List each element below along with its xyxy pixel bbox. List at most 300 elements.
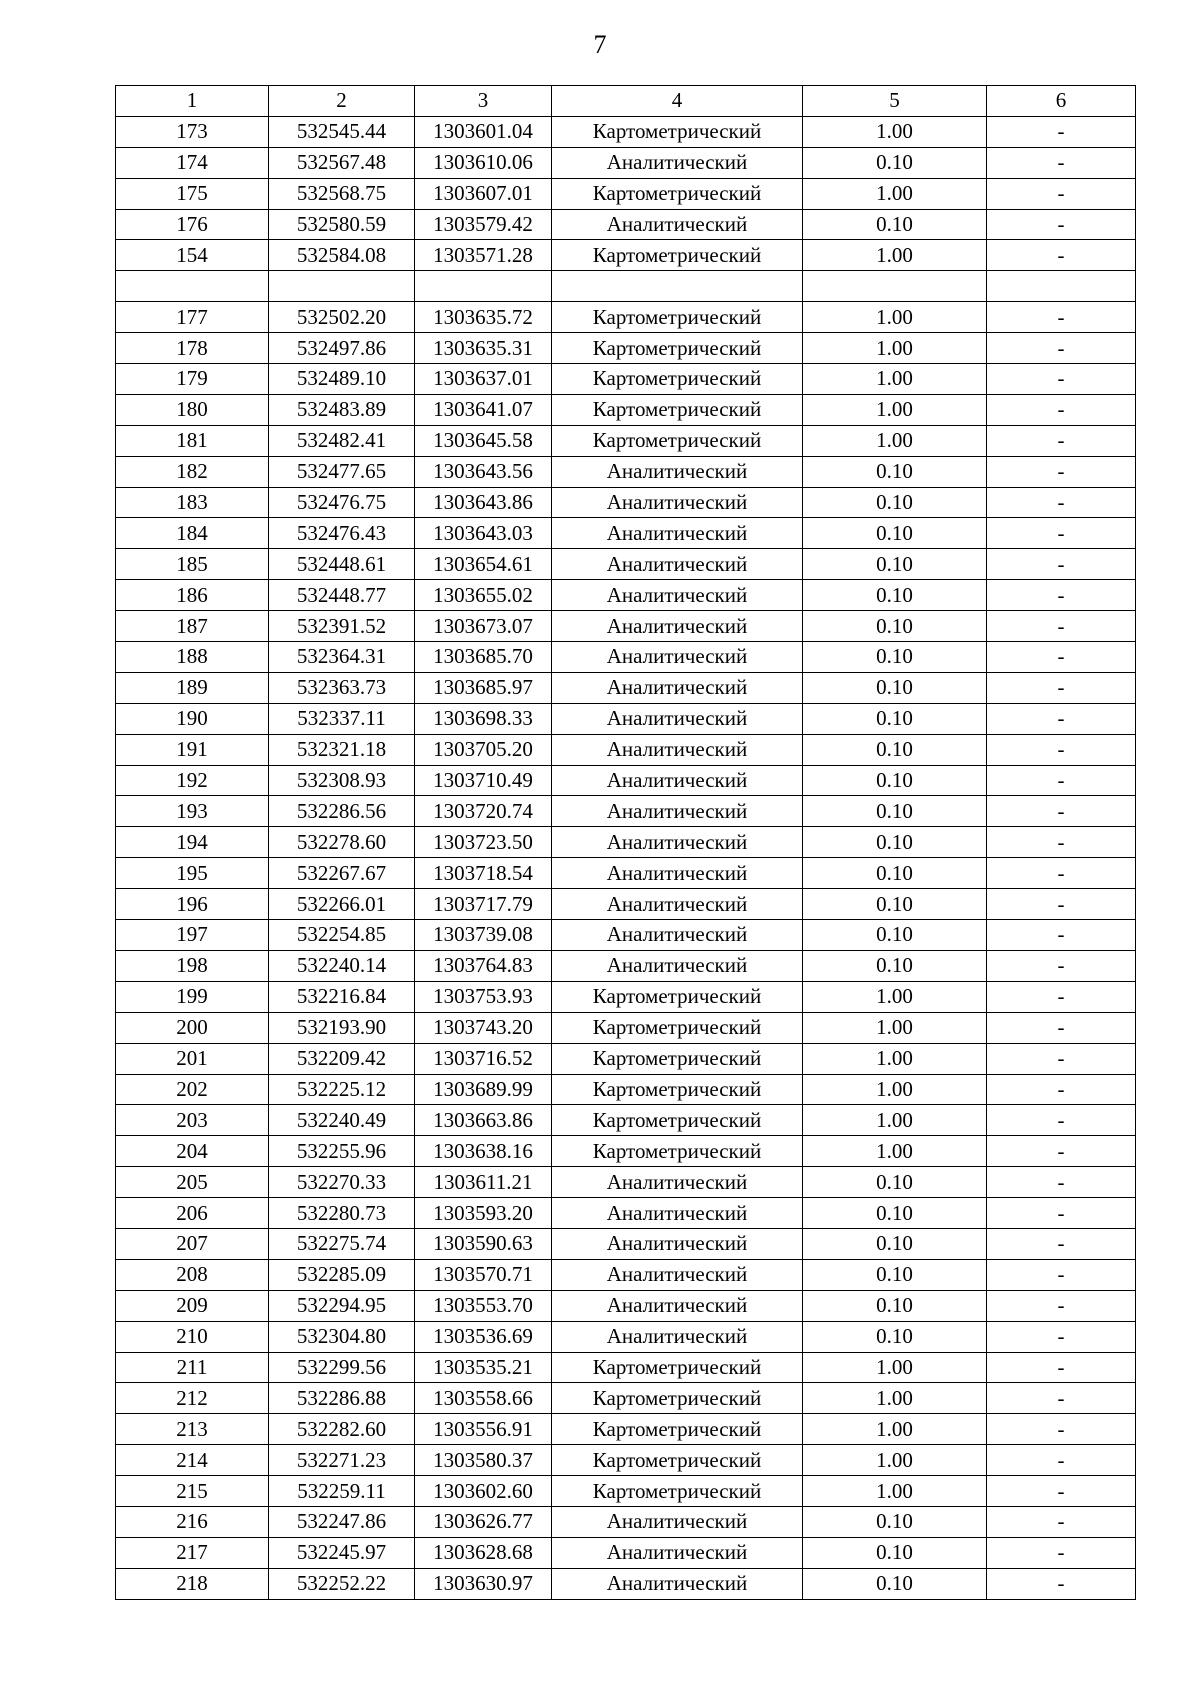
table-row <box>116 549 1136 580</box>
x-coordinate-cell: 532308.93 <box>269 765 415 796</box>
point-number-cell: 218 <box>116 1568 269 1599</box>
table-row <box>116 734 1136 765</box>
method-cell: Картометрический <box>552 981 803 1012</box>
method-cell: Картометрический <box>552 1414 803 1445</box>
accuracy-cell: 0.10 <box>803 487 987 518</box>
method-cell: Картометрический <box>552 425 803 456</box>
note-cell: - <box>987 487 1136 518</box>
accuracy-cell: 0.10 <box>803 889 987 920</box>
x-coordinate-cell: 532567.48 <box>269 147 415 178</box>
method-cell <box>552 271 803 302</box>
y-coordinate-cell: 1303553.70 <box>415 1290 552 1321</box>
accuracy-cell: 0.10 <box>803 518 987 549</box>
table-row <box>116 827 1136 858</box>
x-coordinate-cell: 532240.49 <box>269 1105 415 1136</box>
accuracy-cell: 1.00 <box>803 425 987 456</box>
method-cell: Аналитический <box>552 1290 803 1321</box>
x-coordinate-cell: 532259.11 <box>269 1476 415 1507</box>
column-header: 5 <box>803 86 987 117</box>
table-row <box>116 116 1136 147</box>
y-coordinate-cell: 1303705.20 <box>415 734 552 765</box>
table-row <box>116 642 1136 673</box>
accuracy-cell: 0.10 <box>803 703 987 734</box>
method-cell: Аналитический <box>552 1537 803 1568</box>
note-cell: - <box>987 796 1136 827</box>
point-number-cell: 207 <box>116 1228 269 1259</box>
y-coordinate-cell: 1303579.42 <box>415 209 552 240</box>
accuracy-cell: 0.10 <box>803 765 987 796</box>
point-number-cell: 183 <box>116 487 269 518</box>
table-row <box>116 1043 1136 1074</box>
note-cell: - <box>987 950 1136 981</box>
note-cell: - <box>987 1259 1136 1290</box>
column-header: 6 <box>987 86 1136 117</box>
y-coordinate-cell: 1303663.86 <box>415 1105 552 1136</box>
note-cell: - <box>987 240 1136 271</box>
y-coordinate-cell: 1303601.04 <box>415 116 552 147</box>
method-cell: Аналитический <box>552 889 803 920</box>
point-number-cell: 186 <box>116 580 269 611</box>
point-number-cell: 188 <box>116 642 269 673</box>
point-number-cell: 179 <box>116 364 269 395</box>
note-cell: - <box>987 178 1136 209</box>
point-number-cell: 205 <box>116 1167 269 1198</box>
method-cell: Аналитический <box>552 1321 803 1352</box>
point-number-cell: 217 <box>116 1537 269 1568</box>
table-row <box>116 1476 1136 1507</box>
accuracy-cell: 0.10 <box>803 1167 987 1198</box>
x-coordinate-cell: 532252.22 <box>269 1568 415 1599</box>
accuracy-cell: 0.10 <box>803 1568 987 1599</box>
method-cell: Аналитический <box>552 858 803 889</box>
accuracy-cell: 0.10 <box>803 1321 987 1352</box>
point-number-cell: 199 <box>116 981 269 1012</box>
note-cell: - <box>987 1476 1136 1507</box>
table-row <box>116 1352 1136 1383</box>
point-number-cell: 190 <box>116 703 269 734</box>
x-coordinate-cell: 532255.96 <box>269 1136 415 1167</box>
method-cell: Аналитический <box>552 1167 803 1198</box>
table-row <box>116 147 1136 178</box>
table-row <box>116 950 1136 981</box>
x-coordinate-cell: 532282.60 <box>269 1414 415 1445</box>
x-coordinate-cell: 532363.73 <box>269 672 415 703</box>
table-row <box>116 796 1136 827</box>
point-number-cell: 204 <box>116 1136 269 1167</box>
method-cell: Аналитический <box>552 1198 803 1229</box>
table-row <box>116 394 1136 425</box>
x-coordinate-cell: 532448.77 <box>269 580 415 611</box>
accuracy-cell: 0.10 <box>803 796 987 827</box>
point-number-cell: 202 <box>116 1074 269 1105</box>
note-cell: - <box>987 1136 1136 1167</box>
accuracy-cell: 0.10 <box>803 734 987 765</box>
accuracy-cell: 1.00 <box>803 116 987 147</box>
point-number-cell: 181 <box>116 425 269 456</box>
accuracy-cell: 0.10 <box>803 1228 987 1259</box>
y-coordinate-cell: 1303638.16 <box>415 1136 552 1167</box>
method-cell: Аналитический <box>552 1228 803 1259</box>
note-cell: - <box>987 1506 1136 1537</box>
x-coordinate-cell: 532270.33 <box>269 1167 415 1198</box>
accuracy-cell: 0.10 <box>803 827 987 858</box>
accuracy-cell: 0.10 <box>803 580 987 611</box>
table-row <box>116 858 1136 889</box>
note-cell: - <box>987 147 1136 178</box>
y-coordinate-cell: 1303571.28 <box>415 240 552 271</box>
page-number: 7 <box>593 30 607 59</box>
point-number-cell: 213 <box>116 1414 269 1445</box>
y-coordinate-cell: 1303764.83 <box>415 950 552 981</box>
table-row <box>116 209 1136 240</box>
table-row <box>116 1198 1136 1229</box>
accuracy-cell: 1.00 <box>803 1414 987 1445</box>
y-coordinate-cell: 1303635.31 <box>415 333 552 364</box>
note-cell: - <box>987 981 1136 1012</box>
y-coordinate-cell: 1303536.69 <box>415 1321 552 1352</box>
x-coordinate-cell: 532448.61 <box>269 549 415 580</box>
table-row <box>116 889 1136 920</box>
table-row <box>116 1537 1136 1568</box>
coordinates-table <box>115 85 1136 1600</box>
point-number-cell: 201 <box>116 1043 269 1074</box>
method-cell: Картометрический <box>552 1074 803 1105</box>
point-number-cell: 214 <box>116 1445 269 1476</box>
x-coordinate-cell: 532584.08 <box>269 240 415 271</box>
y-coordinate-cell: 1303580.37 <box>415 1445 552 1476</box>
accuracy-cell: 1.00 <box>803 364 987 395</box>
point-number-cell: 177 <box>116 302 269 333</box>
point-number-cell: 154 <box>116 240 269 271</box>
x-coordinate-cell: 532477.65 <box>269 456 415 487</box>
point-number-cell: 210 <box>116 1321 269 1352</box>
y-coordinate-cell: 1303689.99 <box>415 1074 552 1105</box>
accuracy-cell: 0.10 <box>803 1506 987 1537</box>
table-row <box>116 981 1136 1012</box>
note-cell: - <box>987 1228 1136 1259</box>
y-coordinate-cell: 1303535.21 <box>415 1352 552 1383</box>
accuracy-cell: 1.00 <box>803 302 987 333</box>
x-coordinate-cell: 532580.59 <box>269 209 415 240</box>
table-row <box>116 1568 1136 1599</box>
x-coordinate-cell: 532483.89 <box>269 394 415 425</box>
method-cell: Аналитический <box>552 549 803 580</box>
y-coordinate-cell: 1303718.54 <box>415 858 552 889</box>
note-cell: - <box>987 549 1136 580</box>
point-number-cell: 185 <box>116 549 269 580</box>
note-cell: - <box>987 642 1136 673</box>
accuracy-cell: 1.00 <box>803 178 987 209</box>
method-cell: Аналитический <box>552 950 803 981</box>
note-cell: - <box>987 518 1136 549</box>
note-cell: - <box>987 1383 1136 1414</box>
accuracy-cell: 0.10 <box>803 672 987 703</box>
x-coordinate-cell: 532321.18 <box>269 734 415 765</box>
y-coordinate-cell: 1303558.66 <box>415 1383 552 1414</box>
accuracy-cell: 0.10 <box>803 1259 987 1290</box>
point-number-cell: 196 <box>116 889 269 920</box>
note-cell: - <box>987 394 1136 425</box>
note-cell: - <box>987 611 1136 642</box>
note-cell: - <box>987 889 1136 920</box>
method-cell: Аналитический <box>552 672 803 703</box>
note-cell: - <box>987 672 1136 703</box>
table-row <box>116 1290 1136 1321</box>
accuracy-cell: 1.00 <box>803 1074 987 1105</box>
point-number-cell: 193 <box>116 796 269 827</box>
y-coordinate-cell: 1303685.97 <box>415 672 552 703</box>
x-coordinate-cell: 532209.42 <box>269 1043 415 1074</box>
point-number-cell: 192 <box>116 765 269 796</box>
x-coordinate-cell: 532240.14 <box>269 950 415 981</box>
accuracy-cell: 1.00 <box>803 1352 987 1383</box>
y-coordinate-cell: 1303556.91 <box>415 1414 552 1445</box>
table-row <box>116 333 1136 364</box>
table-row <box>116 580 1136 611</box>
point-number-cell: 184 <box>116 518 269 549</box>
table-row <box>116 240 1136 271</box>
accuracy-cell: 0.10 <box>803 1290 987 1321</box>
note-cell: - <box>987 765 1136 796</box>
point-number-cell: 216 <box>116 1506 269 1537</box>
column-header: 3 <box>415 86 552 117</box>
note-cell: - <box>987 734 1136 765</box>
note-cell: - <box>987 1537 1136 1568</box>
note-cell: - <box>987 1167 1136 1198</box>
y-coordinate-cell: 1303710.49 <box>415 765 552 796</box>
note-cell: - <box>987 456 1136 487</box>
y-coordinate-cell: 1303590.63 <box>415 1228 552 1259</box>
y-coordinate-cell: 1303685.70 <box>415 642 552 673</box>
x-coordinate-cell: 532278.60 <box>269 827 415 858</box>
method-cell: Картометрический <box>552 116 803 147</box>
accuracy-cell: 0.10 <box>803 1537 987 1568</box>
x-coordinate-cell: 532489.10 <box>269 364 415 395</box>
point-number-cell: 215 <box>116 1476 269 1507</box>
point-number-cell: 173 <box>116 116 269 147</box>
table-row <box>116 672 1136 703</box>
x-coordinate-cell: 532225.12 <box>269 1074 415 1105</box>
method-cell: Картометрический <box>552 1043 803 1074</box>
method-cell: Аналитический <box>552 580 803 611</box>
accuracy-cell: 0.10 <box>803 549 987 580</box>
y-coordinate-cell: 1303570.71 <box>415 1259 552 1290</box>
note-cell: - <box>987 425 1136 456</box>
y-coordinate-cell: 1303602.60 <box>415 1476 552 1507</box>
table-row <box>116 425 1136 456</box>
y-coordinate-cell: 1303720.74 <box>415 796 552 827</box>
accuracy-cell: 1.00 <box>803 1476 987 1507</box>
x-coordinate-cell: 532254.85 <box>269 920 415 951</box>
accuracy-cell: 1.00 <box>803 333 987 364</box>
y-coordinate-cell: 1303753.93 <box>415 981 552 1012</box>
note-cell: - <box>987 827 1136 858</box>
note-cell: - <box>987 858 1136 889</box>
table-row <box>116 1259 1136 1290</box>
note-cell: - <box>987 1012 1136 1043</box>
note-cell: - <box>987 1290 1136 1321</box>
table-row <box>116 1167 1136 1198</box>
accuracy-cell: 1.00 <box>803 240 987 271</box>
method-cell: Аналитический <box>552 487 803 518</box>
method-cell: Картометрический <box>552 1476 803 1507</box>
note-cell: - <box>987 1105 1136 1136</box>
point-number-cell: 178 <box>116 333 269 364</box>
x-coordinate-cell: 532337.11 <box>269 703 415 734</box>
x-coordinate-cell: 532294.95 <box>269 1290 415 1321</box>
y-coordinate-cell: 1303610.06 <box>415 147 552 178</box>
table-row <box>116 703 1136 734</box>
point-number-cell: 174 <box>116 147 269 178</box>
note-cell: - <box>987 302 1136 333</box>
note-cell: - <box>987 1321 1136 1352</box>
method-cell: Аналитический <box>552 1259 803 1290</box>
y-coordinate-cell: 1303673.07 <box>415 611 552 642</box>
table-row <box>116 1012 1136 1043</box>
table-row <box>116 271 1136 302</box>
note-cell: - <box>987 703 1136 734</box>
note-cell: - <box>987 920 1136 951</box>
method-cell: Аналитический <box>552 827 803 858</box>
method-cell: Картометрический <box>552 240 803 271</box>
method-cell: Аналитический <box>552 518 803 549</box>
accuracy-cell <box>803 271 987 302</box>
table-row <box>116 364 1136 395</box>
x-coordinate-cell: 532545.44 <box>269 116 415 147</box>
note-cell: - <box>987 1568 1136 1599</box>
method-cell: Картометрический <box>552 394 803 425</box>
note-cell: - <box>987 209 1136 240</box>
accuracy-cell: 0.10 <box>803 858 987 889</box>
y-coordinate-cell: 1303698.33 <box>415 703 552 734</box>
point-number-cell: 194 <box>116 827 269 858</box>
method-cell: Картометрический <box>552 1445 803 1476</box>
point-number-cell: 175 <box>116 178 269 209</box>
accuracy-cell: 1.00 <box>803 1012 987 1043</box>
note-cell: - <box>987 364 1136 395</box>
table-body <box>116 116 1136 1599</box>
point-number-cell: 212 <box>116 1383 269 1414</box>
point-number-cell: 189 <box>116 672 269 703</box>
point-number-cell: 195 <box>116 858 269 889</box>
accuracy-cell: 0.10 <box>803 611 987 642</box>
table-row <box>116 518 1136 549</box>
point-number-cell <box>116 271 269 302</box>
point-number-cell: 203 <box>116 1105 269 1136</box>
point-number-cell: 211 <box>116 1352 269 1383</box>
point-number-cell: 176 <box>116 209 269 240</box>
y-coordinate-cell: 1303716.52 <box>415 1043 552 1074</box>
column-header: 1 <box>116 86 269 117</box>
y-coordinate-cell: 1303641.07 <box>415 394 552 425</box>
x-coordinate-cell: 532304.80 <box>269 1321 415 1352</box>
note-cell: - <box>987 1198 1136 1229</box>
y-coordinate-cell: 1303628.68 <box>415 1537 552 1568</box>
x-coordinate-cell: 532275.74 <box>269 1228 415 1259</box>
table-row <box>116 920 1136 951</box>
x-coordinate-cell: 532245.97 <box>269 1537 415 1568</box>
table-row <box>116 1136 1136 1167</box>
y-coordinate-cell: 1303739.08 <box>415 920 552 951</box>
point-number-cell: 180 <box>116 394 269 425</box>
note-cell: - <box>987 1074 1136 1105</box>
method-cell: Аналитический <box>552 703 803 734</box>
point-number-cell: 182 <box>116 456 269 487</box>
y-coordinate-cell: 1303607.01 <box>415 178 552 209</box>
method-cell: Аналитический <box>552 147 803 178</box>
x-coordinate-cell: 532247.86 <box>269 1506 415 1537</box>
accuracy-cell: 0.10 <box>803 456 987 487</box>
method-cell: Картометрический <box>552 1383 803 1414</box>
x-coordinate-cell: 532216.84 <box>269 981 415 1012</box>
table-row <box>116 1074 1136 1105</box>
accuracy-cell: 1.00 <box>803 1043 987 1074</box>
accuracy-cell: 0.10 <box>803 1198 987 1229</box>
accuracy-cell: 1.00 <box>803 1105 987 1136</box>
accuracy-cell: 0.10 <box>803 147 987 178</box>
x-coordinate-cell <box>269 271 415 302</box>
method-cell: Картометрический <box>552 1136 803 1167</box>
note-cell <box>987 271 1136 302</box>
table-row <box>116 1414 1136 1445</box>
method-cell: Аналитический <box>552 920 803 951</box>
method-cell: Аналитический <box>552 1506 803 1537</box>
y-coordinate-cell: 1303630.97 <box>415 1568 552 1599</box>
y-coordinate-cell: 1303743.20 <box>415 1012 552 1043</box>
table-row <box>116 178 1136 209</box>
accuracy-cell: 0.10 <box>803 642 987 673</box>
x-coordinate-cell: 532497.86 <box>269 333 415 364</box>
x-coordinate-cell: 532391.52 <box>269 611 415 642</box>
method-cell: Картометрический <box>552 333 803 364</box>
table-row <box>116 765 1136 796</box>
y-coordinate-cell: 1303593.20 <box>415 1198 552 1229</box>
y-coordinate-cell: 1303637.01 <box>415 364 552 395</box>
y-coordinate-cell: 1303723.50 <box>415 827 552 858</box>
y-coordinate-cell: 1303643.86 <box>415 487 552 518</box>
accuracy-cell: 0.10 <box>803 950 987 981</box>
method-cell: Аналитический <box>552 611 803 642</box>
y-coordinate-cell: 1303645.58 <box>415 425 552 456</box>
point-number-cell: 198 <box>116 950 269 981</box>
note-cell: - <box>987 333 1136 364</box>
method-cell: Аналитический <box>552 1568 803 1599</box>
x-coordinate-cell: 532286.88 <box>269 1383 415 1414</box>
point-number-cell: 200 <box>116 1012 269 1043</box>
x-coordinate-cell: 532266.01 <box>269 889 415 920</box>
method-cell: Картометрический <box>552 1352 803 1383</box>
y-coordinate-cell: 1303717.79 <box>415 889 552 920</box>
y-coordinate-cell: 1303626.77 <box>415 1506 552 1537</box>
table-row <box>116 611 1136 642</box>
y-coordinate-cell: 1303643.56 <box>415 456 552 487</box>
y-coordinate-cell: 1303654.61 <box>415 549 552 580</box>
x-coordinate-cell: 532271.23 <box>269 1445 415 1476</box>
table-row <box>116 1321 1136 1352</box>
table-row <box>116 1445 1136 1476</box>
method-cell: Аналитический <box>552 796 803 827</box>
method-cell: Картометрический <box>552 1012 803 1043</box>
method-cell: Аналитический <box>552 642 803 673</box>
x-coordinate-cell: 532299.56 <box>269 1352 415 1383</box>
method-cell: Аналитический <box>552 209 803 240</box>
table-row <box>116 1506 1136 1537</box>
accuracy-cell: 1.00 <box>803 1445 987 1476</box>
accuracy-cell: 1.00 <box>803 1136 987 1167</box>
y-coordinate-cell: 1303635.72 <box>415 302 552 333</box>
x-coordinate-cell: 532364.31 <box>269 642 415 673</box>
accuracy-cell: 1.00 <box>803 1383 987 1414</box>
